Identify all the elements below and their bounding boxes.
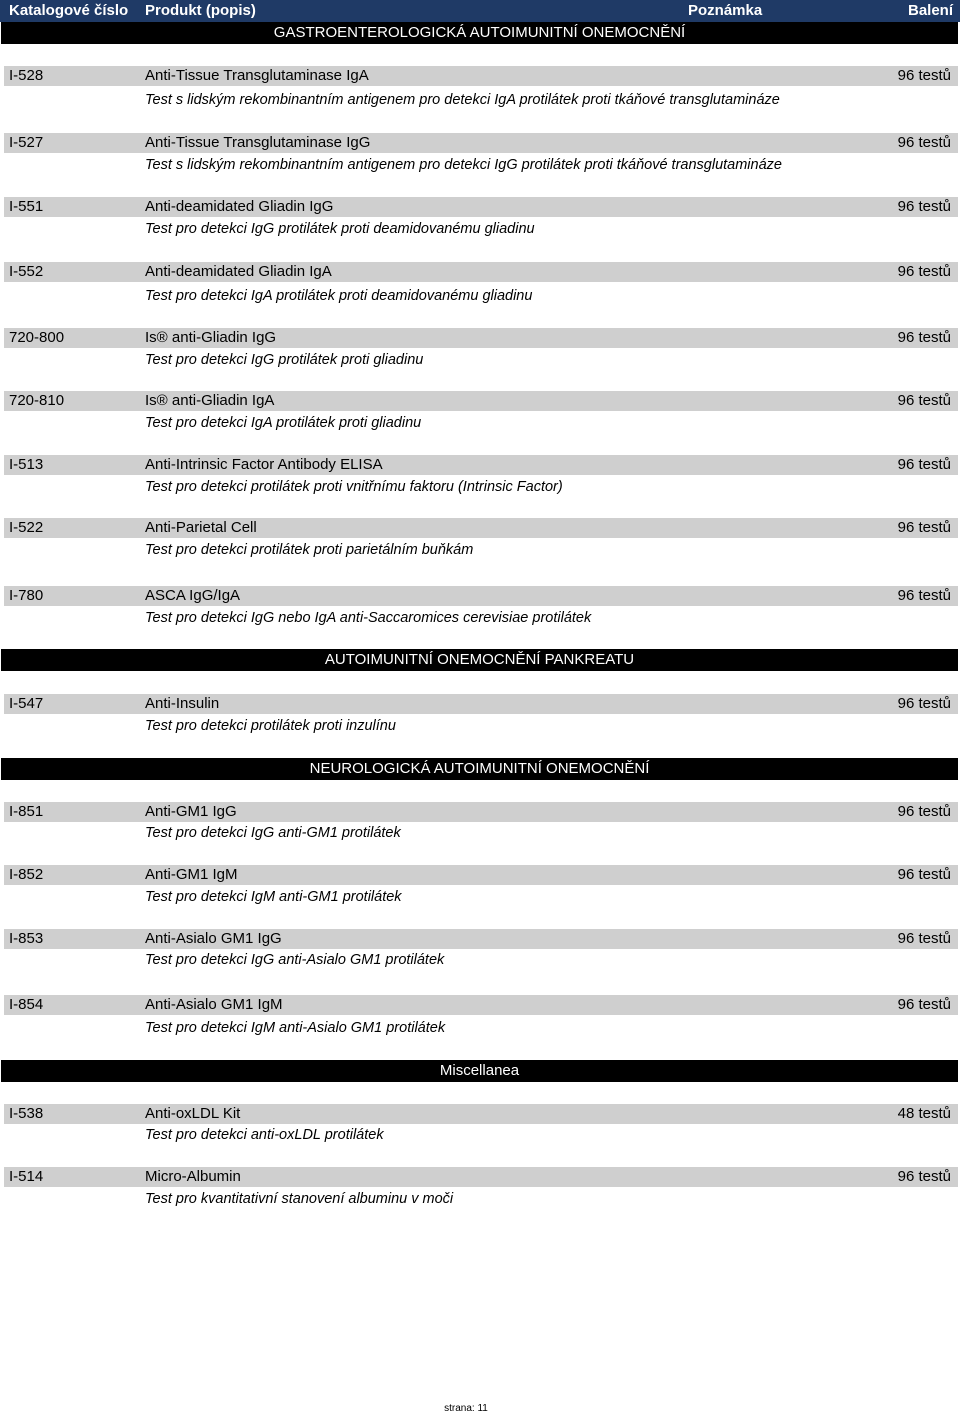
item-code: I-780 <box>9 587 44 604</box>
item-description: Test pro kvantitativní stanovení albuminu v moči <box>145 1191 454 1207</box>
item-name: Anti-Insulin <box>145 695 220 712</box>
item-name: Anti-Asialo GM1 IgG <box>145 930 282 947</box>
table-row <box>4 262 958 282</box>
item-code: I-527 <box>9 134 44 151</box>
section-title: AUTOIMUNITNÍ ONEMOCNĚNÍ PANKREATU <box>1 649 958 671</box>
item-pack: 96 testů <box>897 456 951 473</box>
table-row <box>4 802 958 822</box>
table-row <box>4 328 958 348</box>
item-pack: 96 testů <box>897 866 951 883</box>
page-footer <box>0 1403 960 1414</box>
table-row <box>4 929 958 949</box>
item-description: Test s lidským rekombinantním antigenem pro detekci IgA protilátek proti tkáňové transglutamináze <box>145 92 780 108</box>
column-header-pack: Balení <box>908 2 954 19</box>
item-pack: 96 testů <box>897 263 951 280</box>
item-pack: 96 testů <box>897 695 951 712</box>
item-pack: 96 testů <box>897 329 951 346</box>
item-name: Anti-deamidated Gliadin IgG <box>145 198 334 215</box>
item-code: I-547 <box>9 695 44 712</box>
column-header-product: Produkt (popis) <box>145 2 256 19</box>
item-name: Anti-Tissue Transglutaminase IgA <box>145 67 369 84</box>
table-row <box>4 133 958 153</box>
table-row <box>4 1167 958 1187</box>
item-code: I-552 <box>9 263 44 280</box>
item-code: 720-800 <box>9 329 65 346</box>
item-pack: 96 testů <box>897 134 951 151</box>
section-title: NEUROLOGICKÁ AUTOIMUNITNÍ ONEMOCNĚNÍ <box>1 758 958 780</box>
item-name: Anti-Parietal Cell <box>145 519 257 536</box>
item-code: I-538 <box>9 1105 44 1122</box>
item-code: I-551 <box>9 198 44 215</box>
item-name: Anti-Intrinsic Factor Antibody ELISA <box>145 456 383 473</box>
item-name: Anti-GM1 IgG <box>145 803 237 820</box>
item-description: Test pro detekci protilátek proti parietálním buňkám <box>145 542 474 558</box>
item-description: Test pro detekci anti-oxLDL protilátek <box>145 1127 384 1143</box>
item-code: I-514 <box>9 1168 44 1185</box>
section-title: Miscellanea <box>1 1060 958 1082</box>
item-code: I-522 <box>9 519 44 536</box>
section-title: GASTROENTEROLOGICKÁ AUTOIMUNITNÍ ONEMOCNĚNÍ <box>1 22 958 44</box>
item-name: Is® anti-Gliadin IgA <box>145 392 275 409</box>
item-name: Anti-GM1 IgM <box>145 866 238 883</box>
item-pack: 96 testů <box>897 519 951 536</box>
table-row <box>4 694 958 714</box>
item-code: I-528 <box>9 67 44 84</box>
table-row <box>4 66 958 86</box>
item-code: I-852 <box>9 866 44 883</box>
item-description: Test pro detekci IgG protilátek proti deamidovanému gliadinu <box>145 221 535 237</box>
item-name: ASCA IgG/IgA <box>145 587 241 604</box>
item-code: I-854 <box>9 996 44 1013</box>
table-row <box>4 586 958 606</box>
item-name: Micro-Albumin <box>145 1168 241 1185</box>
item-pack: 96 testů <box>897 392 951 409</box>
item-description: Test pro detekci protilátek proti inzulínu <box>145 718 396 734</box>
item-pack: 96 testů <box>897 198 951 215</box>
item-pack: 96 testů <box>897 996 951 1013</box>
item-pack: 96 testů <box>897 930 951 947</box>
item-description: Test pro detekci IgG anti-Asialo GM1 protilátek <box>145 952 445 968</box>
table-header <box>0 0 960 22</box>
table-row <box>4 518 958 538</box>
item-code: I-853 <box>9 930 44 947</box>
item-description: Test pro detekci IgA protilátek proti deamidovanému gliadinu <box>145 288 533 304</box>
table-row <box>4 455 958 475</box>
item-name: Anti-Tissue Transglutaminase IgG <box>145 134 371 151</box>
item-description: Test pro detekci IgG protilátek proti gliadinu <box>145 352 424 368</box>
item-description: Test pro detekci IgG anti-GM1 protilátek <box>145 825 401 841</box>
item-description: Test pro detekci IgM anti-Asialo GM1 protilátek <box>145 1020 446 1036</box>
item-pack: 96 testů <box>897 803 951 820</box>
item-pack: 96 testů <box>897 67 951 84</box>
item-code: I-851 <box>9 803 44 820</box>
item-name: Anti-oxLDL Kit <box>145 1105 241 1122</box>
page-number: strana: 11 <box>444 1403 488 1414</box>
table-row <box>4 865 958 885</box>
table-row <box>4 1104 958 1124</box>
item-description: Test pro detekci IgM anti-GM1 protilátek <box>145 889 402 905</box>
table-row <box>4 391 958 411</box>
column-header-note: Poznámka <box>688 2 763 19</box>
item-code: I-513 <box>9 456 44 473</box>
item-name: Is® anti-Gliadin IgG <box>145 329 277 346</box>
table-row <box>4 995 958 1015</box>
item-pack: 96 testů <box>897 587 951 604</box>
item-description: Test pro detekci IgG nebo IgA anti-Saccaromices cerevisiae protilátek <box>145 610 592 626</box>
item-description: Test s lidským rekombinantním antigenem pro detekci IgG protilátek proti tkáňové transglutamináze <box>145 157 782 173</box>
item-description: Test pro detekci protilátek proti vnitřnímu faktoru (Intrinsic Factor) <box>145 479 563 495</box>
item-pack: 96 testů <box>897 1168 951 1185</box>
item-name: Anti-Asialo GM1 IgM <box>145 996 283 1013</box>
column-header-code: Katalogové číslo <box>9 2 129 19</box>
table-row <box>4 197 958 217</box>
item-description: Test pro detekci IgA protilátek proti gliadinu <box>145 415 422 431</box>
item-name: Anti-deamidated Gliadin IgA <box>145 263 332 280</box>
item-pack: 48 testů <box>897 1105 951 1122</box>
item-code: 720-810 <box>9 392 65 409</box>
